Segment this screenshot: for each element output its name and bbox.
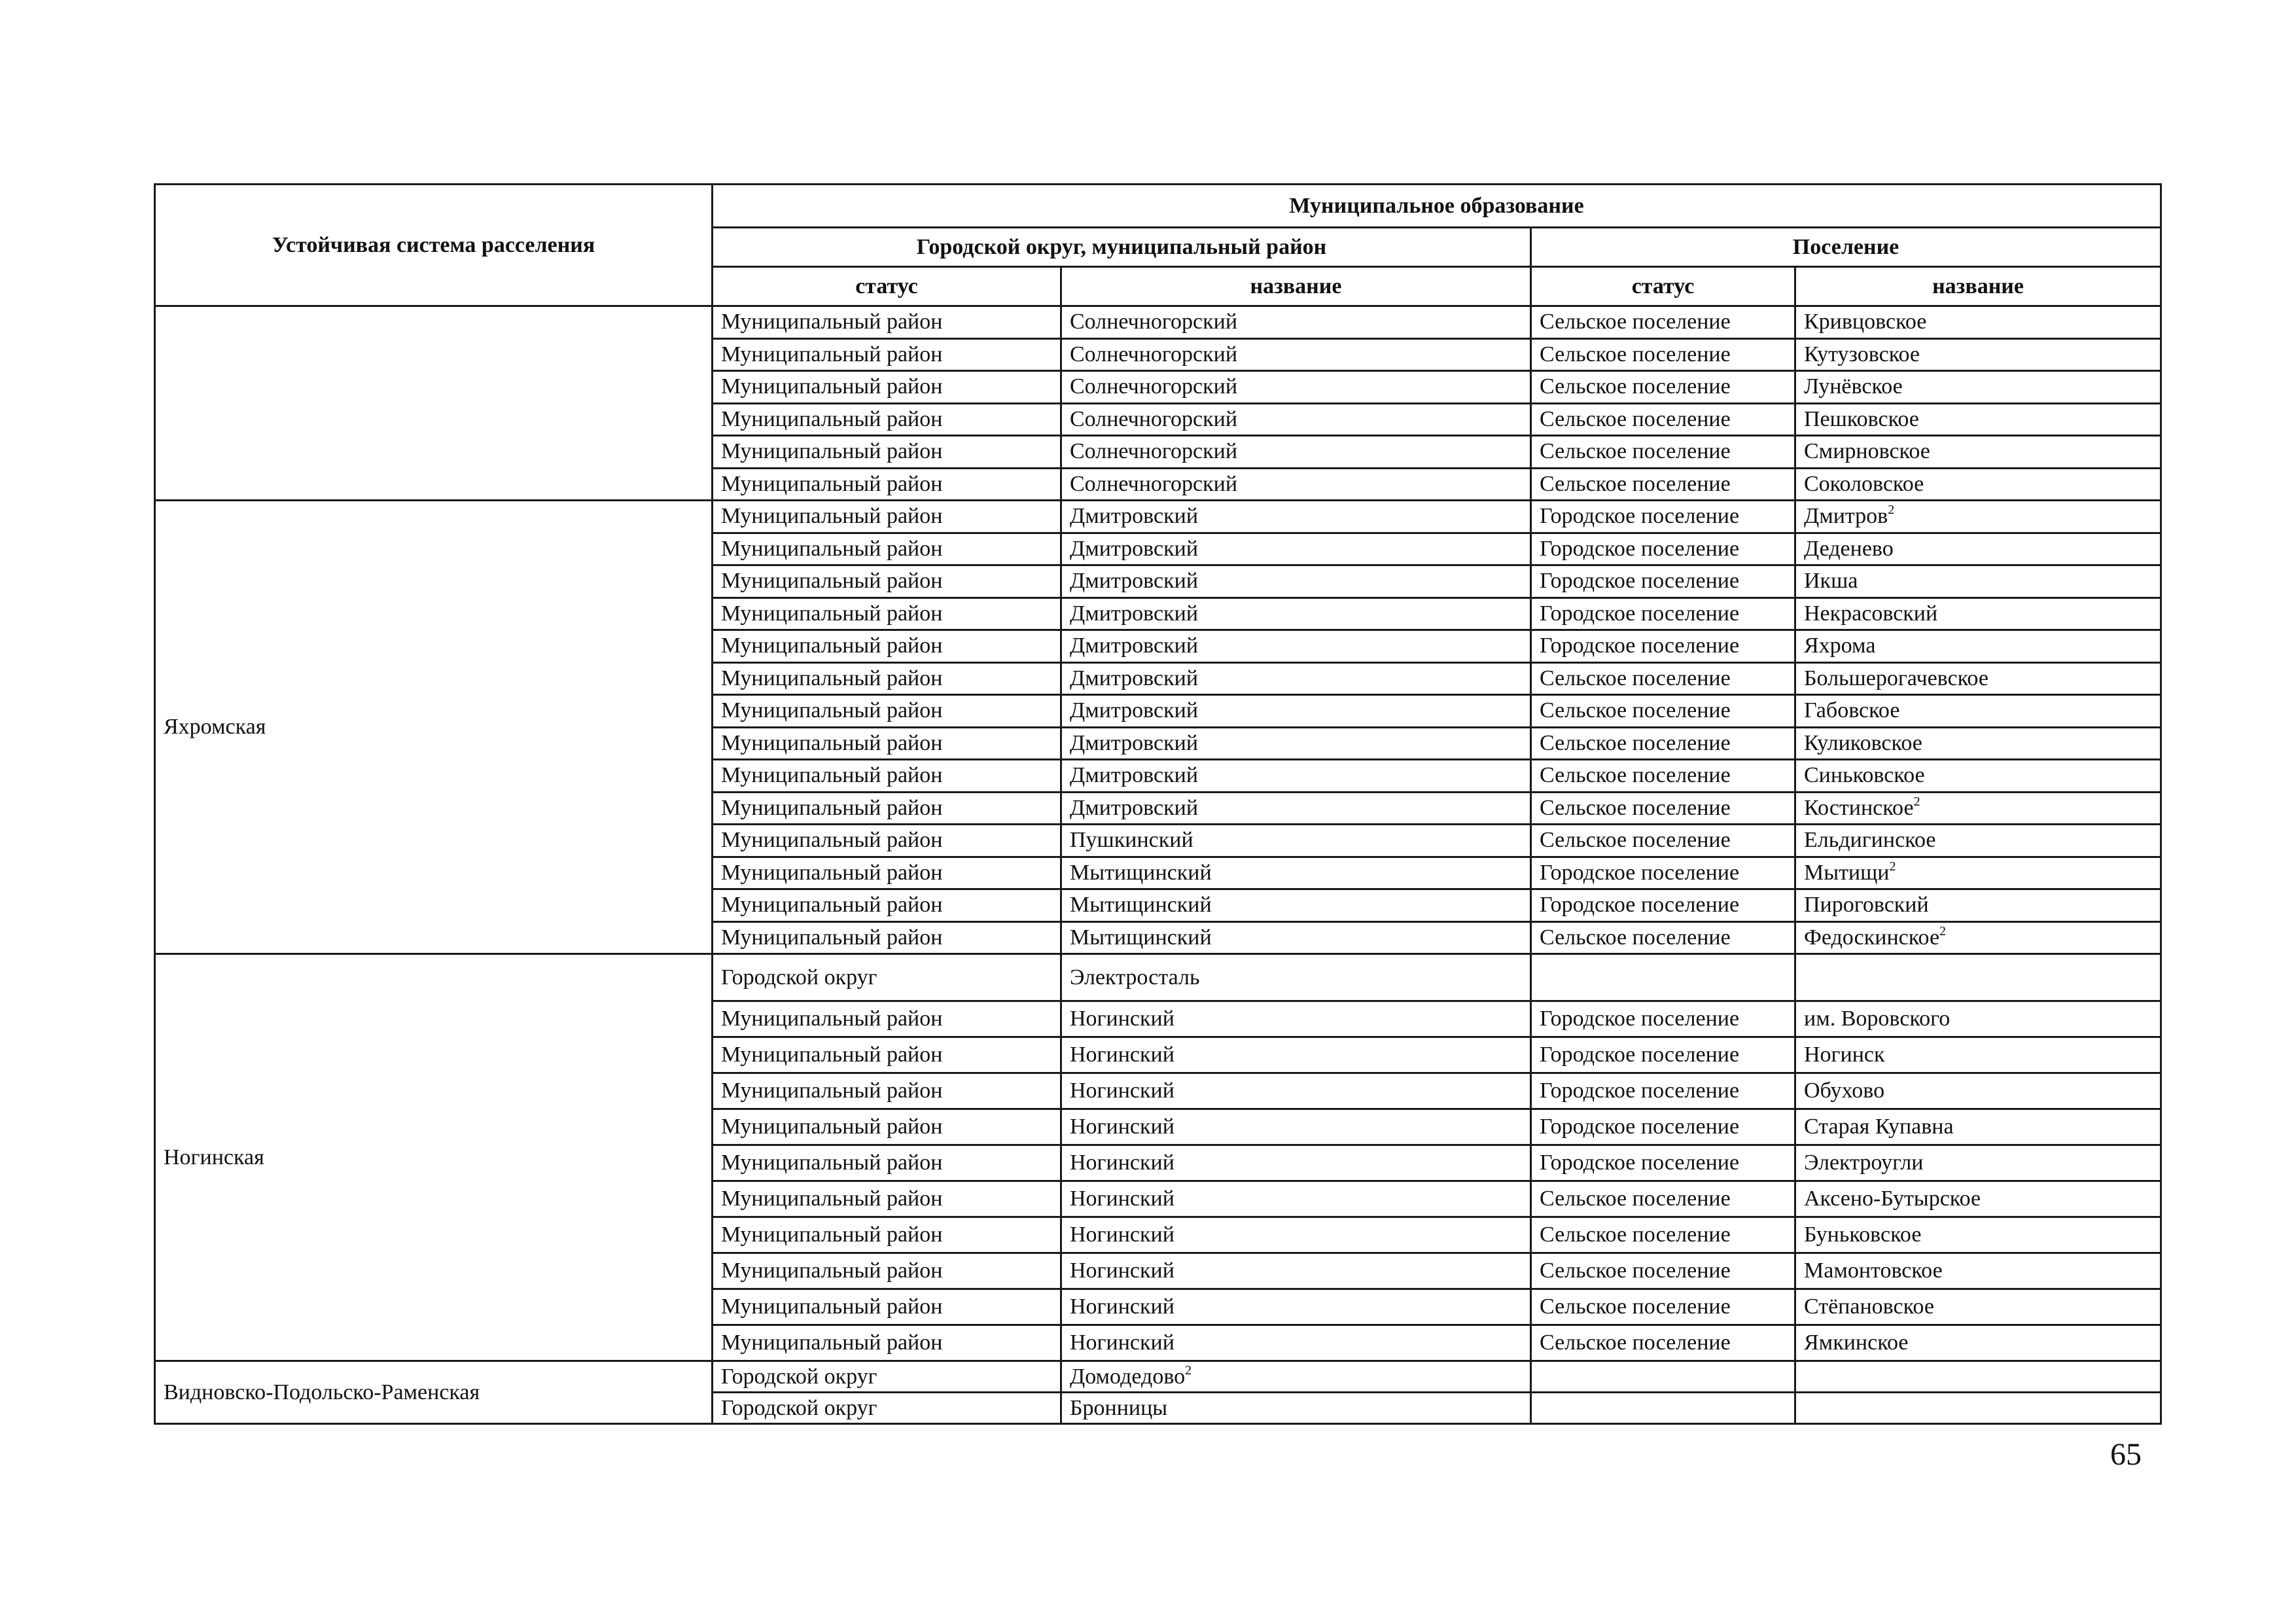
district-name-cell: [1061, 695, 1531, 728]
settlement-status-cell-text: Городское поселение: [1540, 1043, 1740, 1067]
settlement-status-cell: [1531, 1037, 1795, 1073]
settlement-status-cell: [1531, 1361, 1795, 1393]
settlement-name-cell: [1795, 857, 2161, 889]
district-name-cell: [1061, 889, 1531, 922]
district-status-cell: [713, 1253, 1061, 1289]
settlement-status-cell-text: Сельское поселение: [1540, 342, 1731, 366]
district-status-cell-text: Муниципальный район: [721, 342, 943, 366]
district-name-cell-text: Мытищинский: [1070, 860, 1212, 885]
district-status-cell-text: Муниципальный район: [721, 828, 943, 853]
district-name-cell-text: Дмитровский: [1070, 698, 1199, 723]
district-name-cell: [1061, 1217, 1531, 1253]
settlement-status-cell-text: Сельское поселение: [1540, 730, 1731, 755]
district-status-cell: [713, 1181, 1061, 1217]
settlement-name-cell: [1795, 436, 2161, 469]
settlement-name-cell-text: Некрасовский: [1804, 601, 1938, 626]
district-name-cell-text: Дмитровский: [1070, 633, 1199, 658]
footnote-mark: 2: [1939, 923, 1947, 938]
settlement-name-cell: [1795, 468, 2161, 501]
settlement-status-cell-text: Сельское поселение: [1540, 698, 1731, 723]
district-name-cell: [1061, 597, 1531, 630]
settlement-status-cell-text: Сельское поселение: [1540, 310, 1731, 334]
settlement-status-cell-text: Городское поселение: [1540, 1150, 1740, 1175]
district-status-cell-text: Муниципальный район: [721, 698, 943, 723]
district-name-cell: [1061, 1361, 1531, 1393]
settlement-status-cell: [1531, 1145, 1795, 1181]
header-settlement-status: статус: [1531, 267, 1795, 306]
settlement-name-cell: [1795, 306, 2161, 339]
district-name-cell-text: Дмитровский: [1070, 795, 1199, 820]
settlement-status-cell-text: Сельское поселение: [1540, 763, 1731, 788]
district-status-cell-text: Муниципальный район: [721, 730, 943, 755]
settlement-name-cell: [1795, 1073, 2161, 1109]
district-name-cell: [1061, 1109, 1531, 1145]
settlement-status-cell: [1531, 630, 1795, 663]
district-status-cell-text: Муниципальный район: [721, 601, 943, 626]
district-status-cell-text: Муниципальный район: [721, 1150, 943, 1175]
settlement-status-cell: [1531, 1325, 1795, 1361]
district-name-cell: [1061, 436, 1531, 469]
district-status-cell-text: Муниципальный район: [721, 471, 943, 496]
settlement-name-cell: [1795, 597, 2161, 630]
settlement-name-cell: [1795, 1037, 2161, 1073]
settlement-status-cell: [1531, 436, 1795, 469]
district-name-cell-text: Дмитровский: [1070, 601, 1199, 626]
settlement-name-cell: [1795, 1325, 2161, 1361]
settlement-name-cell-text: Ногинск: [1804, 1043, 1885, 1067]
district-status-cell: [713, 1037, 1061, 1073]
settlement-name-cell-text: Стёпановское: [1804, 1294, 1934, 1319]
district-name-cell: [1061, 1393, 1531, 1424]
district-status-cell: [713, 1073, 1061, 1109]
settlement-name-cell-text: Пешковское: [1804, 406, 1919, 431]
district-status-cell: [713, 501, 1061, 533]
footnote-mark: 2: [1185, 1363, 1192, 1378]
district-status-cell: [713, 1393, 1061, 1424]
settlement-name-cell-text: Мытищи: [1804, 860, 1890, 885]
settlement-status-cell-text: Городское поселение: [1540, 1115, 1740, 1139]
settlement-status-cell-text: Сельское поселение: [1540, 471, 1731, 496]
table-row: [155, 306, 2161, 339]
settlement-name-cell: [1795, 1001, 2161, 1037]
settlement-system-name: Видновско-Подольско-Раменская: [155, 1361, 713, 1424]
settlement-name-cell: [1795, 1393, 2161, 1424]
district-status-cell-text: Муниципальный район: [721, 666, 943, 690]
district-status-cell: [713, 695, 1061, 728]
settlement-status-cell: [1531, 1289, 1795, 1325]
district-status-cell: [713, 1001, 1061, 1037]
district-status-cell: [713, 468, 1061, 501]
settlement-status-cell-text: Сельское поселение: [1540, 1186, 1731, 1211]
settlement-name-cell-text: Ямкинское: [1804, 1330, 1909, 1355]
header-settlement-name: название: [1795, 267, 2161, 306]
district-status-cell-text: Муниципальный район: [721, 763, 943, 788]
district-status-cell: [713, 889, 1061, 922]
district-status-cell-text: Муниципальный район: [721, 925, 943, 950]
settlement-status-cell-text: Сельское поселение: [1540, 1222, 1731, 1247]
settlement-name-cell-text: Обухово: [1804, 1079, 1885, 1103]
settlement-name-cell: [1795, 792, 2161, 825]
settlement-status-cell-text: Городское поселение: [1540, 601, 1740, 626]
settlement-name-cell-text: Старая Купавна: [1804, 1115, 1954, 1139]
settlement-status-cell: [1531, 662, 1795, 695]
district-name-cell-text: Электросталь: [1070, 965, 1200, 990]
settlement-status-cell: [1531, 533, 1795, 565]
district-name-cell-text: Ногинский: [1070, 1222, 1174, 1247]
district-status-cell: [713, 338, 1061, 371]
district-name-cell-text: Дмитровский: [1070, 536, 1199, 561]
district-name-cell-text: Солнечногорский: [1070, 374, 1238, 399]
district-name-cell-text: Ногинский: [1070, 1330, 1174, 1355]
settlement-name-cell-text: Пироговский: [1804, 893, 1929, 918]
settlement-status-cell: [1531, 1253, 1795, 1289]
settlement-status-cell-text: Сельское поселение: [1540, 1294, 1731, 1319]
settlement-status-cell-text: Сельское поселение: [1540, 374, 1731, 399]
district-status-cell: [713, 662, 1061, 695]
settlement-name-cell: [1795, 954, 2161, 1001]
settlement-name-cell: [1795, 630, 2161, 663]
settlement-status-cell-text: Сельское поселение: [1540, 795, 1731, 820]
settlement-status-cell: [1531, 371, 1795, 404]
table-row: [155, 501, 2161, 533]
district-status-cell-text: Муниципальный район: [721, 374, 943, 399]
header-district-group: Городской округ, муниципальный район: [713, 228, 1531, 267]
district-status-cell: [713, 371, 1061, 404]
settlement-name-cell: [1795, 1289, 2161, 1325]
settlement-name-cell-text: Электроугли: [1804, 1150, 1924, 1175]
district-name-cell: [1061, 338, 1531, 371]
settlement-name-cell: [1795, 825, 2161, 857]
district-name-cell-text: Солнечногорский: [1070, 471, 1238, 496]
district-status-cell: [713, 630, 1061, 663]
settlement-status-cell-text: Городское поселение: [1540, 860, 1740, 885]
district-status-cell: [713, 1361, 1061, 1393]
settlement-status-cell: [1531, 468, 1795, 501]
table-row: [155, 1361, 2161, 1393]
settlement-status-cell-text: Городское поселение: [1540, 893, 1740, 918]
table-row: [155, 954, 2161, 1001]
district-name-cell-text: Мытищинский: [1070, 925, 1212, 950]
settlement-status-cell: [1531, 338, 1795, 371]
settlement-status-cell-text: Городское поселение: [1540, 1007, 1740, 1031]
settlement-status-cell-text: Сельское поселение: [1540, 925, 1731, 950]
settlement-name-cell: [1795, 1145, 2161, 1181]
district-status-cell-text: Муниципальный район: [721, 536, 943, 561]
district-name-cell-text: Дмитровский: [1070, 730, 1199, 755]
settlement-name-cell: [1795, 921, 2161, 954]
district-name-cell-text: Ногинский: [1070, 1294, 1174, 1319]
district-status-cell-text: Муниципальный район: [721, 569, 943, 594]
settlement-name-cell: [1795, 662, 2161, 695]
settlement-name-cell: [1795, 338, 2161, 371]
district-status-cell: [713, 954, 1061, 1001]
district-status-cell-text: Муниципальный район: [721, 406, 943, 431]
district-status-cell: [713, 792, 1061, 825]
page-number: 65: [2110, 1437, 2142, 1472]
district-status-cell-text: Муниципальный район: [721, 1079, 943, 1103]
district-name-cell-text: Бронницы: [1070, 1395, 1168, 1420]
district-name-cell: [1061, 921, 1531, 954]
settlement-name-cell-text: Синьковское: [1804, 763, 1925, 788]
settlement-status-cell-text: Городское поселение: [1540, 1079, 1740, 1103]
district-status-cell-text: Муниципальный район: [721, 1330, 943, 1355]
district-status-cell: [713, 1109, 1061, 1145]
district-name-cell: [1061, 533, 1531, 565]
settlement-status-cell-text: Городское поселение: [1540, 633, 1740, 658]
district-status-cell: [713, 825, 1061, 857]
footnote-mark: 2: [1913, 794, 1920, 809]
settlement-status-cell-text: Сельское поселение: [1540, 666, 1731, 690]
settlement-status-cell: [1531, 727, 1795, 760]
settlement-name-cell-text: Кутузовское: [1804, 342, 1920, 366]
district-status-cell: [713, 597, 1061, 630]
settlement-name-cell-text: Габовское: [1804, 698, 1900, 723]
settlement-status-cell-text: Сельское поселение: [1540, 828, 1731, 853]
district-status-cell-text: Муниципальный район: [721, 893, 943, 918]
settlement-name-cell: [1795, 1361, 2161, 1393]
district-name-cell-text: Дмитровский: [1070, 666, 1199, 690]
district-name-cell: [1061, 468, 1531, 501]
district-status-cell-text: Муниципальный район: [721, 1258, 943, 1283]
district-name-cell-text: Солнечногорский: [1070, 310, 1238, 334]
settlement-status-cell: [1531, 1217, 1795, 1253]
settlement-system-name: Ногинская: [155, 954, 713, 1361]
settlement-status-cell: [1531, 306, 1795, 339]
settlement-name-cell: [1795, 1253, 2161, 1289]
settlement-status-cell-text: Сельское поселение: [1540, 406, 1731, 431]
district-name-cell-text: Ногинский: [1070, 1150, 1174, 1175]
district-status-cell-text: Муниципальный район: [721, 795, 943, 820]
district-name-cell-text: Солнечногорский: [1070, 439, 1238, 464]
district-name-cell: [1061, 1001, 1531, 1037]
district-status-cell-text: Муниципальный район: [721, 439, 943, 464]
district-status-cell-text: Муниципальный район: [721, 1043, 943, 1067]
district-status-cell: [713, 436, 1061, 469]
district-name-cell: [1061, 1073, 1531, 1109]
settlement-name-cell-text: Соколовское: [1804, 471, 1924, 496]
district-name-cell-text: Ногинский: [1070, 1186, 1174, 1211]
district-status-cell-text: Городской округ: [721, 965, 877, 990]
settlement-status-cell: [1531, 1181, 1795, 1217]
settlement-status-cell: [1531, 857, 1795, 889]
district-status-cell: [713, 727, 1061, 760]
district-name-cell-text: Солнечногорский: [1070, 406, 1238, 431]
district-name-cell: [1061, 857, 1531, 889]
settlement-status-cell-text: Городское поселение: [1540, 536, 1740, 561]
header-municipal-entity: Муниципальное образование: [713, 185, 2161, 228]
settlement-name-cell: [1795, 727, 2161, 760]
district-status-cell-text: Муниципальный район: [721, 504, 943, 529]
settlement-name-cell: [1795, 371, 2161, 404]
settlement-status-cell-text: Сельское поселение: [1540, 1258, 1731, 1283]
district-status-cell-text: Муниципальный район: [721, 633, 943, 658]
settlement-name-cell-text: Смирновское: [1804, 439, 1930, 464]
settlement-name-cell-text: Ельдигинское: [1804, 828, 1936, 853]
district-name-cell: [1061, 630, 1531, 663]
district-status-cell-text: Муниципальный район: [721, 1222, 943, 1247]
settlement-name-cell-text: Яхрома: [1804, 633, 1876, 658]
district-name-cell: [1061, 954, 1531, 1001]
settlement-status-cell: [1531, 954, 1795, 1001]
settlement-status-cell: [1531, 1073, 1795, 1109]
district-status-cell: [713, 1289, 1061, 1325]
district-status-cell: [713, 403, 1061, 436]
settlement-name-cell: [1795, 565, 2161, 598]
district-status-cell-text: Городской округ: [721, 1395, 877, 1420]
district-name-cell-text: Ногинский: [1070, 1007, 1174, 1031]
district-name-cell: [1061, 825, 1531, 857]
settlement-name-cell-text: Аксено-Бутырское: [1804, 1186, 1981, 1211]
settlement-status-cell: [1531, 403, 1795, 436]
district-name-cell: [1061, 727, 1531, 760]
district-name-cell-text: Ногинский: [1070, 1043, 1174, 1067]
settlement-status-cell: [1531, 695, 1795, 728]
settlement-status-cell-text: Городское поселение: [1540, 569, 1740, 594]
district-name-cell: [1061, 565, 1531, 598]
district-name-cell-text: Солнечногорский: [1070, 342, 1238, 366]
settlement-name-cell-text: Мамонтовское: [1804, 1258, 1943, 1283]
settlement-status-cell: [1531, 825, 1795, 857]
district-name-cell-text: Ногинский: [1070, 1079, 1174, 1103]
header-settlement-group: Поселение: [1531, 228, 2161, 267]
settlement-name-cell-text: Буньковское: [1804, 1222, 1922, 1247]
settlement-name-cell: [1795, 760, 2161, 793]
district-name-cell: [1061, 403, 1531, 436]
district-name-cell: [1061, 1325, 1531, 1361]
district-name-cell-text: Пушкинский: [1070, 828, 1193, 853]
district-name-cell: [1061, 760, 1531, 793]
district-status-cell: [713, 1145, 1061, 1181]
district-name-cell: [1061, 1289, 1531, 1325]
district-name-cell: [1061, 662, 1531, 695]
district-status-cell: [713, 1217, 1061, 1253]
settlement-name-cell-text: Икша: [1804, 569, 1858, 594]
district-status-cell-text: Муниципальный район: [721, 1294, 943, 1319]
district-name-cell-text: Дмитровский: [1070, 763, 1199, 788]
district-status-cell-text: Городской округ: [721, 1364, 877, 1389]
settlement-status-cell: [1531, 597, 1795, 630]
district-name-cell: [1061, 1253, 1531, 1289]
settlement-status-cell-text: Сельское поселение: [1540, 1330, 1731, 1355]
header-district-name: название: [1061, 267, 1531, 306]
district-status-cell: [713, 533, 1061, 565]
district-name-cell-text: Ногинский: [1070, 1115, 1174, 1139]
district-status-cell-text: Муниципальный район: [721, 1186, 943, 1211]
settlement-status-cell: [1531, 501, 1795, 533]
settlement-status-cell: [1531, 565, 1795, 598]
settlement-status-cell: [1531, 792, 1795, 825]
settlement-name-cell-text: Деденево: [1804, 536, 1894, 561]
settlement-name-cell-text: Федоскинское: [1804, 925, 1940, 950]
settlement-name-cell-text: Костинское: [1804, 795, 1914, 820]
settlement-name-cell-text: Кривцовское: [1804, 310, 1927, 334]
district-status-cell: [713, 1325, 1061, 1361]
settlement-name-cell: [1795, 501, 2161, 533]
settlement-name-cell-text: Куликовское: [1804, 730, 1922, 755]
district-status-cell: [713, 921, 1061, 954]
district-status-cell: [713, 857, 1061, 889]
district-status-cell: [713, 760, 1061, 793]
settlement-name-cell: [1795, 403, 2161, 436]
district-name-cell-text: Ногинский: [1070, 1258, 1174, 1283]
settlement-systems-table: [154, 183, 2162, 1425]
settlement-name-cell: [1795, 533, 2161, 565]
district-name-cell-text: Мытищинский: [1070, 893, 1212, 918]
district-status-cell-text: Муниципальный район: [721, 1007, 943, 1031]
footnote-mark: 2: [1888, 503, 1895, 518]
settlement-status-cell: [1531, 1393, 1795, 1424]
district-name-cell: [1061, 306, 1531, 339]
settlement-status-cell: [1531, 1001, 1795, 1037]
header-system: Устойчивая система расселения: [155, 185, 713, 306]
district-name-cell: [1061, 1145, 1531, 1181]
district-name-cell: [1061, 792, 1531, 825]
settlement-name-cell-text: им. Воровского: [1804, 1007, 1951, 1031]
district-name-cell: [1061, 1181, 1531, 1217]
district-status-cell: [713, 565, 1061, 598]
settlement-status-cell: [1531, 889, 1795, 922]
settlement-name-cell-text: Дмитров: [1804, 504, 1888, 529]
district-name-cell: [1061, 371, 1531, 404]
settlement-system-name: Яхромская: [155, 501, 713, 954]
district-name-cell-text: Дмитровский: [1070, 504, 1199, 529]
district-status-cell-text: Муниципальный район: [721, 310, 943, 334]
settlement-name-cell-text: Лунёвское: [1804, 374, 1903, 399]
settlement-name-cell: [1795, 889, 2161, 922]
settlement-status-cell: [1531, 760, 1795, 793]
settlement-status-cell: [1531, 921, 1795, 954]
settlement-name-cell: [1795, 1217, 2161, 1253]
district-status-cell: [713, 306, 1061, 339]
district-status-cell-text: Муниципальный район: [721, 1115, 943, 1139]
settlement-status-cell-text: Городское поселение: [1540, 504, 1740, 529]
settlement-name-cell: [1795, 695, 2161, 728]
district-name-cell: [1061, 1037, 1531, 1073]
header-district-status: статус: [713, 267, 1061, 306]
district-name-cell-text: Домодедово: [1070, 1364, 1186, 1389]
settlement-system-name: [155, 306, 713, 501]
table-body: [155, 306, 2161, 1424]
settlement-name-cell: [1795, 1181, 2161, 1217]
footnote-mark: 2: [1889, 859, 1896, 874]
settlement-name-cell: [1795, 1109, 2161, 1145]
settlement-status-cell: [1531, 1109, 1795, 1145]
district-name-cell: [1061, 501, 1531, 533]
settlement-name-cell-text: Большерогачевское: [1804, 666, 1988, 690]
district-status-cell-text: Муниципальный район: [721, 860, 943, 885]
settlement-status-cell-text: Сельское поселение: [1540, 439, 1731, 464]
district-name-cell-text: Дмитровский: [1070, 569, 1199, 594]
